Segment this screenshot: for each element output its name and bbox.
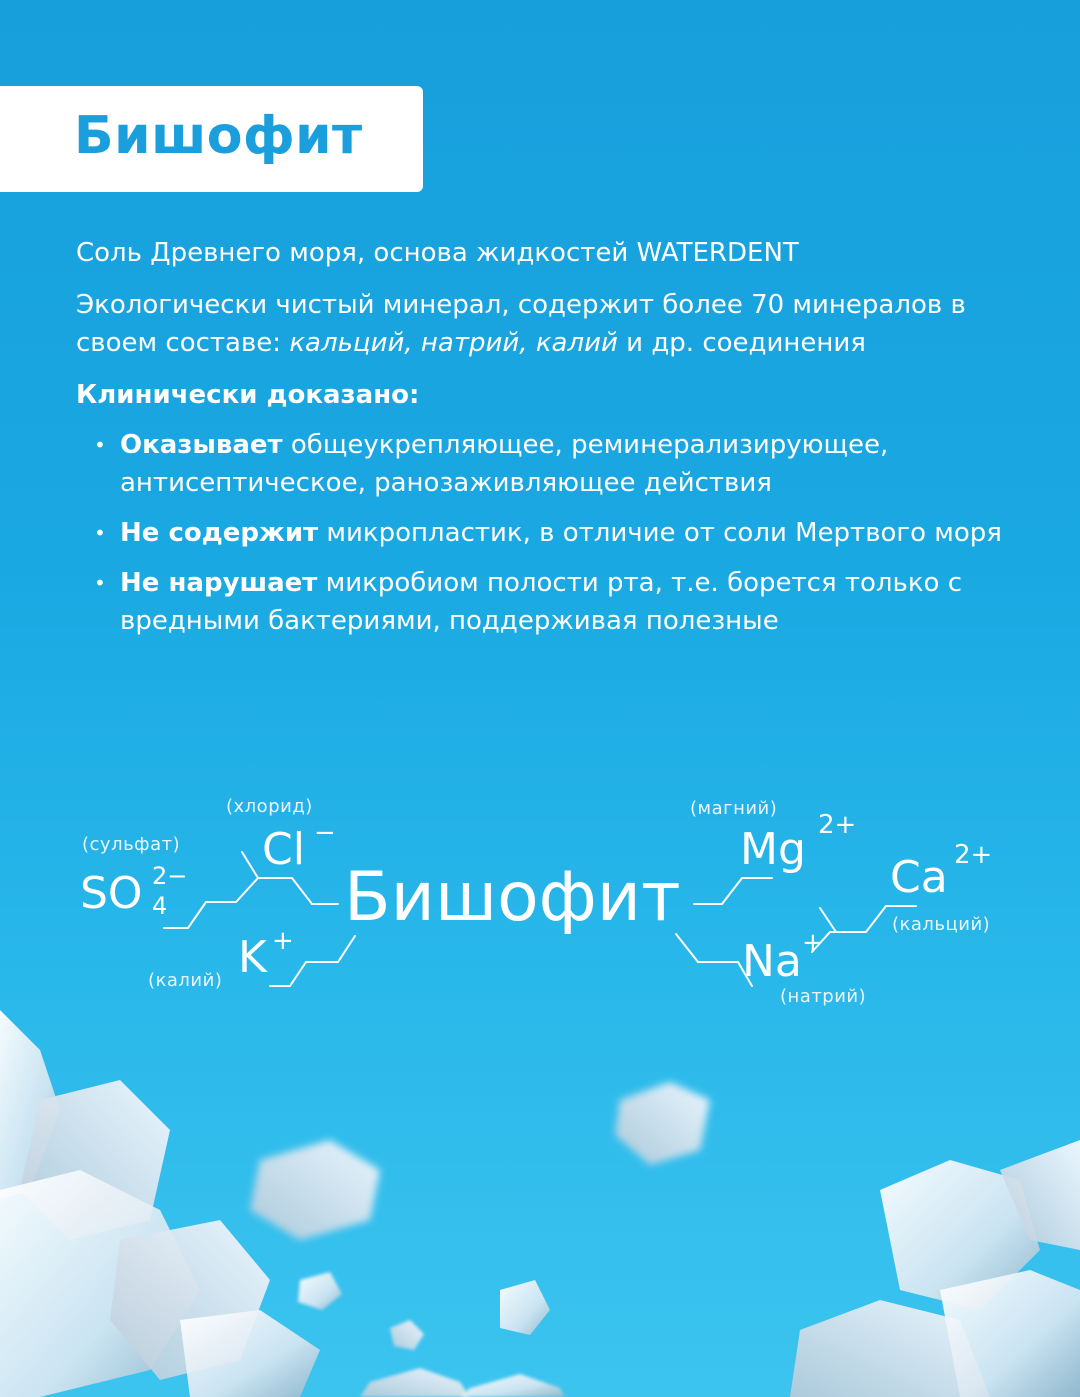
- bullet-icon: •: [94, 571, 106, 595]
- magnesium-label: (магний): [690, 798, 778, 819]
- calcium-symbol: Ca: [890, 852, 948, 903]
- potassium-symbol: K: [238, 932, 267, 983]
- description-start: Экологически чистый минерал, содержит более 70 минералов в своем составе:: [76, 290, 966, 358]
- page-title: Бишофит: [74, 106, 363, 166]
- content-block: [76, 234, 1016, 652]
- formula-center: Бишофит: [344, 858, 681, 937]
- chloride-label: (хлорид): [226, 796, 313, 817]
- calcium-label: (кальций): [892, 914, 991, 935]
- sodium-label: (натрий): [780, 986, 867, 1007]
- bullet-icon: •: [94, 521, 106, 545]
- intro-text: Соль Древнего моря, основа жидкостей WATERDENT: [76, 238, 799, 268]
- sulfate-label: (сульфат): [82, 834, 181, 855]
- description-text: [76, 286, 1016, 362]
- benefits-list: [76, 426, 1016, 640]
- potassium-charge: +: [272, 926, 294, 956]
- bullet-text: общеукрепляющее, реминерализирующее, антисептическое, ранозаживляющее действия: [120, 430, 889, 498]
- bullet-bold: Не содержит: [120, 518, 319, 548]
- chloride-symbol: Cl: [262, 824, 305, 875]
- sodium-charge: +: [802, 928, 824, 958]
- bullet-text: микропластик, в отличие от соли Мертвого моря: [318, 518, 1002, 548]
- clinical-heading: Клинически доказано:: [76, 380, 420, 410]
- sulfate-charge: 2−: [152, 862, 188, 890]
- bullet-icon: •: [94, 433, 106, 457]
- potassium-label: (калий): [148, 970, 223, 991]
- sulfate-subscript: 4: [152, 892, 168, 920]
- title-card: [0, 86, 423, 192]
- sulfate-symbol: SO: [80, 868, 143, 919]
- sodium-symbol: Na: [742, 936, 802, 987]
- chloride-charge: −: [314, 818, 336, 848]
- bullet-bold: Не нарушает: [120, 568, 318, 598]
- magnesium-symbol: Mg: [740, 824, 806, 875]
- bullet-bold: Оказывает: [120, 430, 283, 460]
- list-item: [76, 426, 1016, 502]
- description-italic: кальций, натрий, калий: [289, 328, 618, 358]
- description-end: и др. соединения: [617, 328, 866, 358]
- list-item: [76, 564, 1016, 640]
- bullet-text: микробиом полости рта, т.е. борется только с вредными бактериями, поддерживая полезные: [120, 568, 963, 636]
- magnesium-charge: 2+: [818, 810, 857, 840]
- salt-crystals-illustration: [0, 990, 1080, 1397]
- list-item: [76, 514, 1016, 552]
- calcium-charge: 2+: [954, 840, 993, 870]
